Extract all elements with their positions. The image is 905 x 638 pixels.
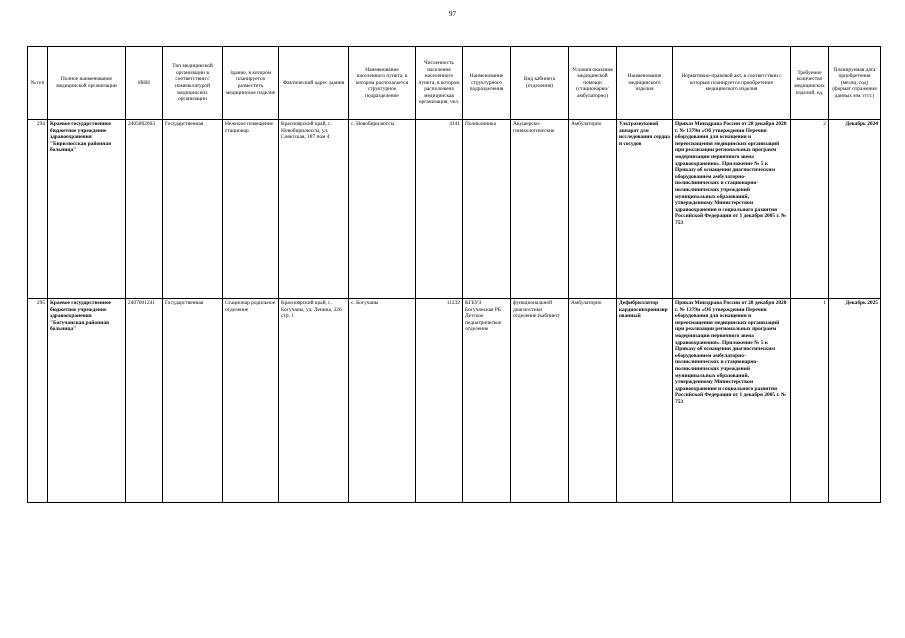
cell-unit: Поликлиника (463, 120, 511, 299)
header-address: Фактический адрес здания (279, 47, 349, 120)
header-settlement: Наименование населенного пункта, в котором располагается структурное подразделение (349, 47, 416, 120)
cell-date: Декабрь 2025 (829, 299, 881, 503)
table-row (28, 120, 881, 299)
cell-num: 294 (28, 120, 48, 299)
cell-org: Краевое государственное бюджетное учреждение здравоохранения "Бирилюсская районная больница" (48, 120, 126, 299)
header-inn: ИНН (126, 47, 163, 120)
cell-act: Приказ Минздрава России от 28 декабря 2020 г. № 1379н «Об утверждении Перечня оборудования для оснащения и переоснащения медицинских организаций при реализации региональных программ модернизации первичного звена здравоохранения». Приложение № 5 к Приказу об оснащении диагностическим оборудованием амбулаторно-поликлинических и стационарно-поликлинических учреждений муниципальных образований, утвержденному Министерством здравоохранения и социального развития Российской Федерации от 1 декабря 2005 г. № 753 (673, 299, 791, 503)
cell-population: 4141 (416, 120, 463, 299)
cell-type: Государственная (163, 299, 223, 503)
cell-act: Приказ Минздрава России от 28 декабря 2020 г. № 1379н «Об утверждении Перечня оборудования для оснащения и переоснащения медицинских организаций при реализации региональных программ модернизации первичного звена здравоохранения». Приложение № 5 к Приказу об оснащении диагностическим оборудованием амбулаторно-поликлинических и стационарно-поликлинических учреждений муниципальных образований, утвержденному Министерством здравоохранения и социального развития Российской Федерации от 1 декабря 2005 г. № 753 (673, 120, 791, 299)
header-building: Здание, в котором планируется разместить медицинское изделие (223, 47, 279, 120)
cell-settlement: с. Богучаны (349, 299, 416, 503)
cell-cabinet: функциональной диагностики отделение (кабинет) (511, 299, 569, 503)
cell-inn: 2405002063 (126, 120, 163, 299)
cell-device: Дефибриллятор кардиосинхронизированный (617, 299, 673, 503)
cell-population: 11232 (416, 299, 463, 503)
header-org: Полное наименование медицинской организации (48, 47, 126, 120)
equipment-table (27, 46, 881, 503)
cell-type: Государственная (163, 120, 223, 299)
cell-building: Стационар родильное отделение (223, 299, 279, 503)
page-number: 97 (449, 10, 456, 18)
header-num: № п/п (28, 47, 48, 120)
header-qty: Требуемое количество медицинских изделий, ед. (791, 47, 829, 120)
header-date: Планируемая дата приобретения (месяц, год) (формат отражения данных мм. гггг.) (829, 47, 881, 120)
cell-building: Нежилое помещение стационар (223, 120, 279, 299)
header-population: Численность населения населенного пункта, в котором расположена медицинская организация, чел. (416, 47, 463, 120)
cell-cabinet: Акушерско-гинекологические (511, 120, 569, 299)
cell-unit: КГБУЗ Богучанская РБ Детское педиатрическое отделение (463, 299, 511, 503)
header-cabinet: Вид кабинета (отделения) (511, 47, 569, 120)
header-row (28, 47, 881, 120)
header-conditions: Условия оказания медицинской помощи (стационарно/ амбулаторно) (569, 47, 617, 120)
cell-qty: 2 (791, 120, 829, 299)
cell-org: Краевое государственное бюджетное учреждение здравоохранения "Богучанская районная больница" (48, 299, 126, 503)
cell-conditions: Амбулаторно (569, 299, 617, 503)
header-type: Тип медицинской организации в соответствии с номенклатурой медицинских организации (163, 47, 223, 120)
cell-address: Красноярский край, с. Богучаны, ул. Ленина, 226 стр. 1 (279, 299, 349, 503)
table-row (28, 299, 881, 503)
cell-settlement: с. Новобирилюссы (349, 120, 416, 299)
header-unit: Наименование структурного подразделения (463, 47, 511, 120)
cell-date: Декабрь 2024 (829, 120, 881, 299)
cell-address: Красноярский край, с. Новобирилюссы, ул. Советская, 187 пом 4 (279, 120, 349, 299)
cell-conditions: Амбулаторно (569, 120, 617, 299)
header-act: Нормативно-правовой акт, в соответствии с которым планируется приобретение медицинского изделия (673, 47, 791, 120)
cell-device: Ультразвуковой аппарат для исследования сердца и сосудов (617, 120, 673, 299)
cell-inn: 2407001241 (126, 299, 163, 503)
cell-qty: 1 (791, 299, 829, 503)
header-device: Наименование медицинского изделия (617, 47, 673, 120)
cell-num: 295 (28, 299, 48, 503)
